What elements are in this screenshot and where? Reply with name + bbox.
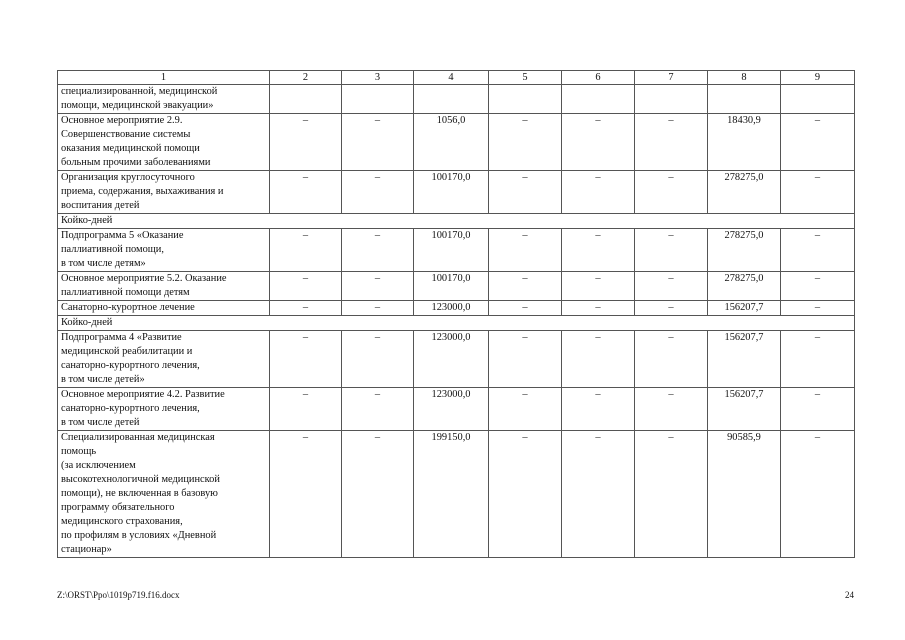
value-cell bbox=[489, 85, 562, 114]
value-cell: – bbox=[489, 431, 562, 558]
value-cell: 123000,0 bbox=[414, 388, 489, 431]
value-cell: 278275,0 bbox=[708, 171, 781, 214]
value-cell: 156207,7 bbox=[708, 388, 781, 431]
table-header-row bbox=[58, 71, 855, 85]
table-row bbox=[58, 431, 855, 558]
value-cell: 199150,0 bbox=[414, 431, 489, 558]
value-cell: 156207,7 bbox=[708, 301, 781, 316]
value-cell: – bbox=[635, 388, 708, 431]
column-header: 4 bbox=[414, 71, 489, 85]
column-header: 2 bbox=[270, 71, 342, 85]
section-label: Койко-дней bbox=[58, 316, 855, 331]
value-cell: – bbox=[342, 229, 414, 272]
table-row bbox=[58, 114, 855, 171]
column-header: 8 bbox=[708, 71, 781, 85]
value-cell: – bbox=[562, 431, 635, 558]
value-cell: – bbox=[635, 301, 708, 316]
value-cell: – bbox=[781, 301, 855, 316]
value-cell: – bbox=[635, 171, 708, 214]
section-row bbox=[58, 214, 855, 229]
value-cell: – bbox=[270, 114, 342, 171]
data-table bbox=[57, 70, 855, 558]
row-label-cell: Основное мероприятие 5.2. Оказание паллиативной помощи детям bbox=[58, 272, 270, 301]
value-cell: – bbox=[781, 431, 855, 558]
column-header: 3 bbox=[342, 71, 414, 85]
value-cell: 123000,0 bbox=[414, 301, 489, 316]
value-cell: 1056,0 bbox=[414, 114, 489, 171]
value-cell: – bbox=[270, 388, 342, 431]
value-cell: – bbox=[781, 272, 855, 301]
value-cell bbox=[342, 85, 414, 114]
value-cell: – bbox=[781, 331, 855, 388]
value-cell: – bbox=[270, 431, 342, 558]
table-row bbox=[58, 229, 855, 272]
value-cell: 123000,0 bbox=[414, 331, 489, 388]
table-row bbox=[58, 171, 855, 214]
value-cell: – bbox=[635, 331, 708, 388]
value-cell: – bbox=[489, 114, 562, 171]
value-cell: – bbox=[635, 114, 708, 171]
table-row bbox=[58, 301, 855, 316]
value-cell: – bbox=[562, 229, 635, 272]
value-cell: – bbox=[270, 229, 342, 272]
value-cell: – bbox=[489, 388, 562, 431]
row-label-cell: Основное мероприятие 2.9. Совершенствование системы оказания медицинской помощи больным прочими заболеваниями bbox=[58, 114, 270, 171]
value-cell: – bbox=[562, 272, 635, 301]
value-cell: 100170,0 bbox=[414, 171, 489, 214]
value-cell: – bbox=[562, 301, 635, 316]
value-cell: – bbox=[342, 272, 414, 301]
value-cell: – bbox=[489, 331, 562, 388]
section-row bbox=[58, 316, 855, 331]
row-label-cell: Подпрограмма 5 «Оказание паллиативной помощи, в том числе детям» bbox=[58, 229, 270, 272]
value-cell: – bbox=[342, 114, 414, 171]
row-label-cell: Основное мероприятие 4.2. Развитие санаторно-курортного лечения, в том числе детей bbox=[58, 388, 270, 431]
table-row bbox=[58, 85, 855, 114]
value-cell: – bbox=[781, 114, 855, 171]
value-cell: – bbox=[635, 272, 708, 301]
value-cell: – bbox=[489, 301, 562, 316]
column-header: 9 bbox=[781, 71, 855, 85]
value-cell: – bbox=[270, 272, 342, 301]
footer-page-number: 24 bbox=[845, 590, 854, 600]
value-cell: – bbox=[342, 301, 414, 316]
value-cell bbox=[270, 85, 342, 114]
value-cell: – bbox=[270, 331, 342, 388]
value-cell: – bbox=[489, 171, 562, 214]
value-cell: – bbox=[270, 301, 342, 316]
value-cell: – bbox=[562, 171, 635, 214]
value-cell: – bbox=[270, 171, 342, 214]
value-cell: 278275,0 bbox=[708, 229, 781, 272]
value-cell bbox=[635, 85, 708, 114]
row-label-cell: Организация круглосуточного приема, содержания, выхаживания и воспитания детей bbox=[58, 171, 270, 214]
value-cell bbox=[708, 85, 781, 114]
value-cell: – bbox=[562, 114, 635, 171]
value-cell: – bbox=[781, 171, 855, 214]
value-cell: – bbox=[489, 229, 562, 272]
row-label-cell: Подпрограмма 4 «Развитие медицинской реабилитации и санаторно-курортного лечения, в том числе детей» bbox=[58, 331, 270, 388]
table-row bbox=[58, 331, 855, 388]
row-label-cell: специализированной, медицинской помощи, медицинской эвакуации» bbox=[58, 85, 270, 114]
value-cell: – bbox=[635, 229, 708, 272]
value-cell: – bbox=[781, 388, 855, 431]
table-row bbox=[58, 272, 855, 301]
table-row bbox=[58, 388, 855, 431]
value-cell: 100170,0 bbox=[414, 272, 489, 301]
row-label-cell: Специализированная медицинская помощь (за исключением высокотехнологичной медицинской помощи), не включенная в базовую программу обязательного медицинского страхования, по профилям в условиях «Дневной стационар» bbox=[58, 431, 270, 558]
column-header: 1 bbox=[58, 71, 270, 85]
value-cell: – bbox=[342, 388, 414, 431]
value-cell: 100170,0 bbox=[414, 229, 489, 272]
section-label: Койко-дней bbox=[58, 214, 855, 229]
column-header: 6 bbox=[562, 71, 635, 85]
value-cell bbox=[562, 85, 635, 114]
value-cell: – bbox=[781, 229, 855, 272]
column-header: 7 bbox=[635, 71, 708, 85]
value-cell: 156207,7 bbox=[708, 331, 781, 388]
value-cell: – bbox=[635, 431, 708, 558]
value-cell: – bbox=[342, 431, 414, 558]
value-cell: 278275,0 bbox=[708, 272, 781, 301]
value-cell: – bbox=[342, 171, 414, 214]
value-cell bbox=[414, 85, 489, 114]
footer-file-path: Z:\ORST\Ppo\1019p719.f16.docx bbox=[57, 590, 180, 600]
row-label-cell: Санаторно-курортное лечение bbox=[58, 301, 270, 316]
value-cell bbox=[781, 85, 855, 114]
value-cell: – bbox=[342, 331, 414, 388]
value-cell: 18430,9 bbox=[708, 114, 781, 171]
column-header: 5 bbox=[489, 71, 562, 85]
value-cell: – bbox=[489, 272, 562, 301]
value-cell: – bbox=[562, 388, 635, 431]
value-cell: – bbox=[562, 331, 635, 388]
value-cell: 90585,9 bbox=[708, 431, 781, 558]
